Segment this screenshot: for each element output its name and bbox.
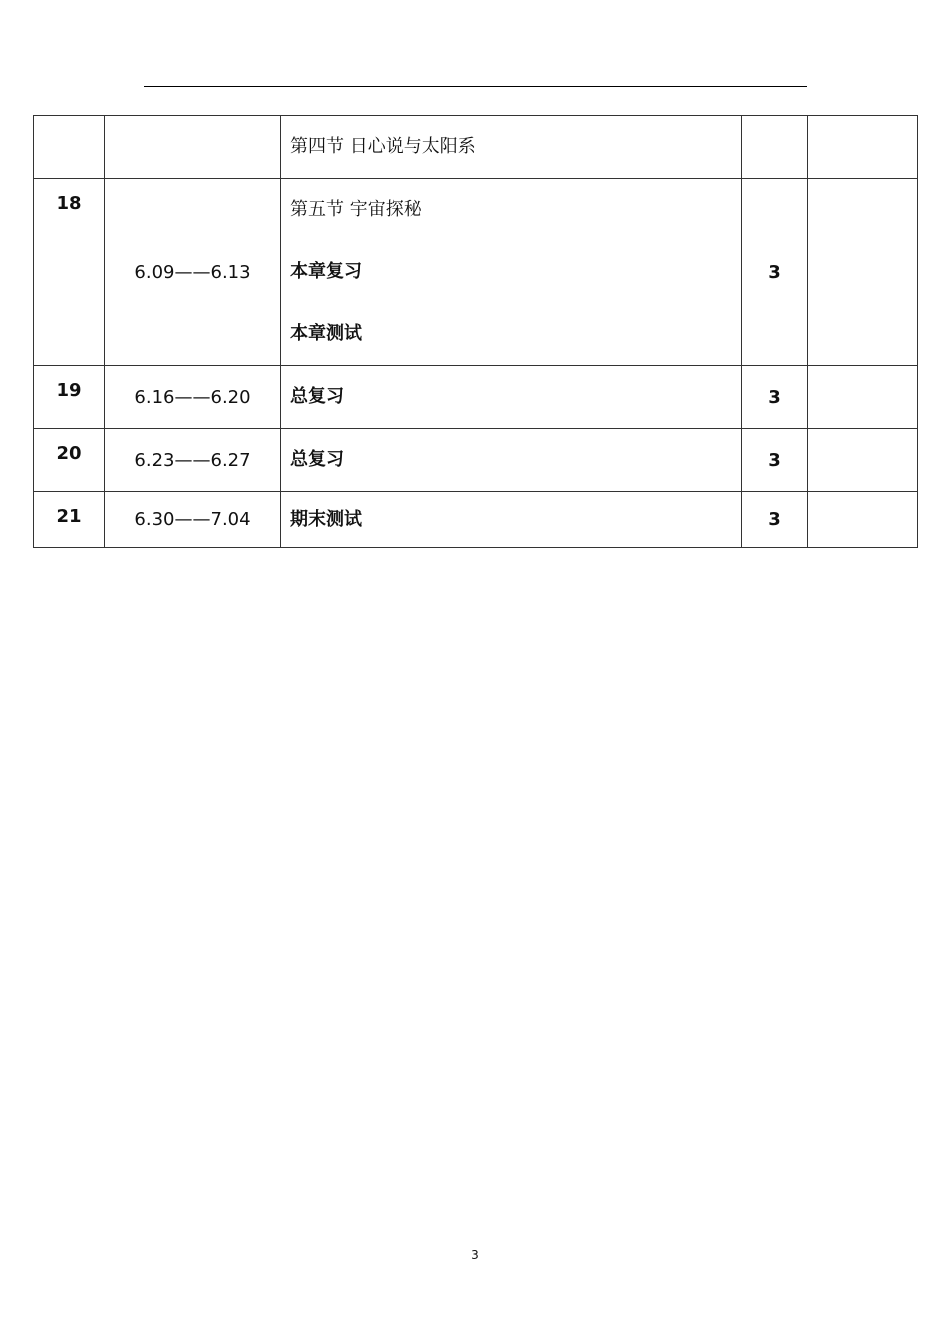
note-cell	[808, 116, 918, 179]
content-cell	[281, 429, 742, 492]
content-cell	[281, 116, 742, 179]
week-cell: 20	[34, 429, 105, 492]
schedule-table	[33, 115, 918, 548]
header-rule	[144, 86, 807, 87]
week-cell: 18	[34, 179, 105, 366]
week-cell: 19	[34, 366, 105, 429]
note-cell	[808, 492, 918, 548]
page-number: 3	[471, 1248, 479, 1262]
date-cell: 6.09——6.13	[105, 179, 281, 366]
table-row	[34, 116, 918, 179]
week-cell	[34, 116, 105, 179]
table-row	[34, 179, 918, 366]
content-cell	[281, 366, 742, 429]
content-line: 期末测试	[290, 509, 362, 530]
note-cell	[808, 179, 918, 366]
note-cell	[808, 366, 918, 429]
date-cell	[105, 116, 281, 179]
week-cell: 21	[34, 492, 105, 548]
hours-cell	[742, 116, 808, 179]
hours-cell: 3	[742, 429, 808, 492]
hours-cell: 3	[742, 179, 808, 366]
table-row	[34, 366, 918, 429]
content-line: 总复习	[290, 449, 344, 470]
hours-cell: 3	[742, 366, 808, 429]
table-row	[34, 492, 918, 548]
content-line: 本章复习	[290, 261, 362, 282]
note-cell	[808, 429, 918, 492]
content-line: 总复习	[290, 386, 344, 407]
content-line: 本章测试	[290, 323, 362, 344]
content-cell	[281, 179, 742, 366]
date-cell: 6.30——7.04	[105, 492, 281, 548]
date-cell: 6.16——6.20	[105, 366, 281, 429]
table-row	[34, 429, 918, 492]
content-cell	[281, 492, 742, 548]
date-cell: 6.23——6.27	[105, 429, 281, 492]
content-line: 第四节 日心说与太阳系	[290, 136, 476, 157]
hours-cell: 3	[742, 492, 808, 548]
content-line: 第五节 宇宙探秘	[290, 199, 422, 220]
